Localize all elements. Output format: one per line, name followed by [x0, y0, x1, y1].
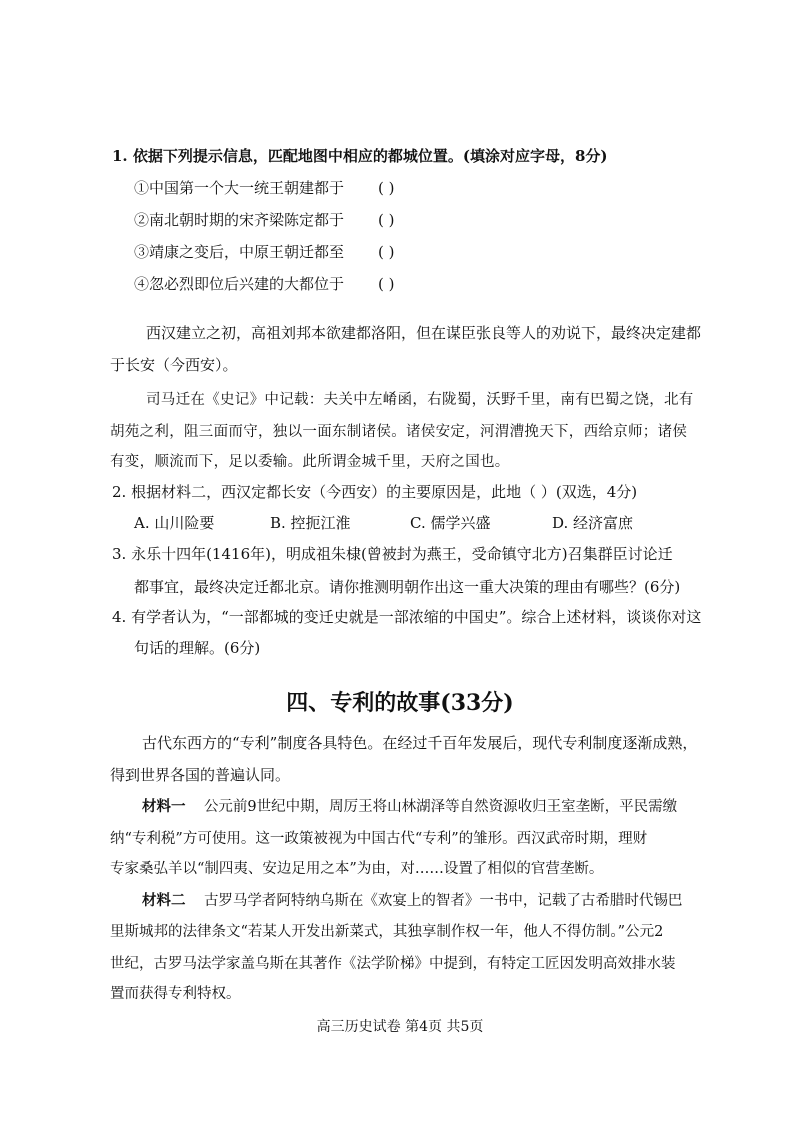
answer-blank[interactable]: ( ) [378, 179, 395, 197]
choice-b[interactable]: B. 控扼江淮 [270, 514, 351, 532]
material-one-line-1: 西汉建立之初，高祖刘邦本欲建都洛阳，但在谋臣张良等人的劝说下，最终决定建都 [146, 324, 702, 342]
option-label: ②南北朝时期的宋齐梁陈定都于 [134, 211, 345, 229]
patent-material-1-line-2: 纳“专利税”方可使用。这一政策被视为中国古代“专利”的雏形。西汉武帝时期，理财 [110, 831, 648, 847]
question-1-prompt: 1. 依据下列提示信息，匹配地图中相应的都城位置。(填涂对应字母，8分) [112, 147, 608, 165]
choice-d[interactable]: D. 经济富庶 [552, 514, 634, 532]
material-two-line-2: 胡苑之利，阻三面而守，独以一面东制诸侯。诸侯安定，河渭漕挽天下，西给京师；诸侯 [110, 424, 688, 440]
material-two-line-3: 有变，顺流而下，足以委输。此所谓金城千里，天府之国也。 [110, 454, 510, 470]
answer-blank[interactable]: ( ) [378, 275, 395, 293]
material-two-line-1: 司马迁在《史记》中记载：夫关中左崤函，右陇蜀，沃野千里，南有巴蜀之饶，北有 [146, 392, 694, 408]
question-1-option-4 [134, 274, 395, 294]
question-3-line-1: 3. 永乐十四年(1416年)，明成祖朱棣(曾被封为燕王，受命镇守北方)召集群臣讨论迁 [112, 545, 673, 563]
material-text: 公元前9世纪中期，周厉王将山林湖泽等自然资源收归王室垄断，平民需缴 [203, 799, 678, 815]
patent-material-2-line-2: 里斯城邦的法律条文“若某人开发出新菜式，其独享制作权一年，他人不得仿制。”公元2 [110, 924, 664, 940]
section-4-title: 四、专利的故事(33分) [286, 690, 514, 716]
option-label: ①中国第一个大一统王朝建都于 [134, 179, 345, 197]
question-1-option-1 [134, 178, 395, 198]
patent-material-2-line-1 [142, 891, 682, 911]
question-4-line-2: 句话的理解。(6分) [134, 639, 261, 657]
choice-a[interactable]: A. 山川险要 [134, 514, 215, 532]
patent-material-1-line-3: 专家桑弘羊以“制四夷、安边足用之本”为由，对……设置了相似的官营垄断。 [110, 861, 604, 877]
question-2-prompt: 2. 根据材料二，西汉定都长安（今西安）的主要原因是，此地（ ）(双选，4分) [112, 483, 638, 501]
material-text: 古罗马学者阿特纳乌斯在《欢宴上的智者》一书中，记载了古希腊时代锡巴 [203, 893, 683, 909]
patent-material-2-line-4: 置而获得专利特权。 [110, 986, 241, 1002]
page-footer: 高三历史试卷 第4页 共5页 [316, 1019, 484, 1035]
material-one-line-2: 于长安（今西安）。 [110, 356, 238, 374]
answer-blank[interactable]: ( ) [378, 243, 395, 261]
option-label: ④忽必烈即位后兴建的大都位于 [134, 275, 345, 293]
patent-material-1-line-1 [142, 797, 677, 817]
option-label: ③靖康之变后，中原王朝迁都至 [134, 243, 345, 261]
material-label: 材料二 [142, 892, 186, 909]
question-4-line-1: 4. 有学者认为，“一部都城的变迁史就是一部浓缩的中国史”。综合上述材料，谈谈你对这 [112, 608, 702, 626]
question-1-option-3 [134, 242, 395, 262]
material-label: 材料一 [142, 798, 186, 815]
choice-c[interactable]: C. 儒学兴盛 [410, 514, 491, 532]
patent-material-2-line-3: 世纪，古罗马法学家盖乌斯在其著作《法学阶梯》中提到，有特定工匠因发明高效排水装 [110, 956, 676, 972]
question-1-option-2 [134, 210, 395, 230]
section-4-intro-line-2: 得到世界各国的普遍认同。 [110, 766, 291, 784]
question-3-line-2: 都事宜，最终决定迁都北京。请你推测明朝作出这一重大决策的理由有哪些？(6分) [134, 578, 681, 596]
answer-blank[interactable]: ( ) [378, 211, 395, 229]
section-4-intro-line-1: 古代东西方的“专利”制度各具特色。在经过千百年发展后，现代专利制度逐渐成熟， [142, 734, 698, 752]
